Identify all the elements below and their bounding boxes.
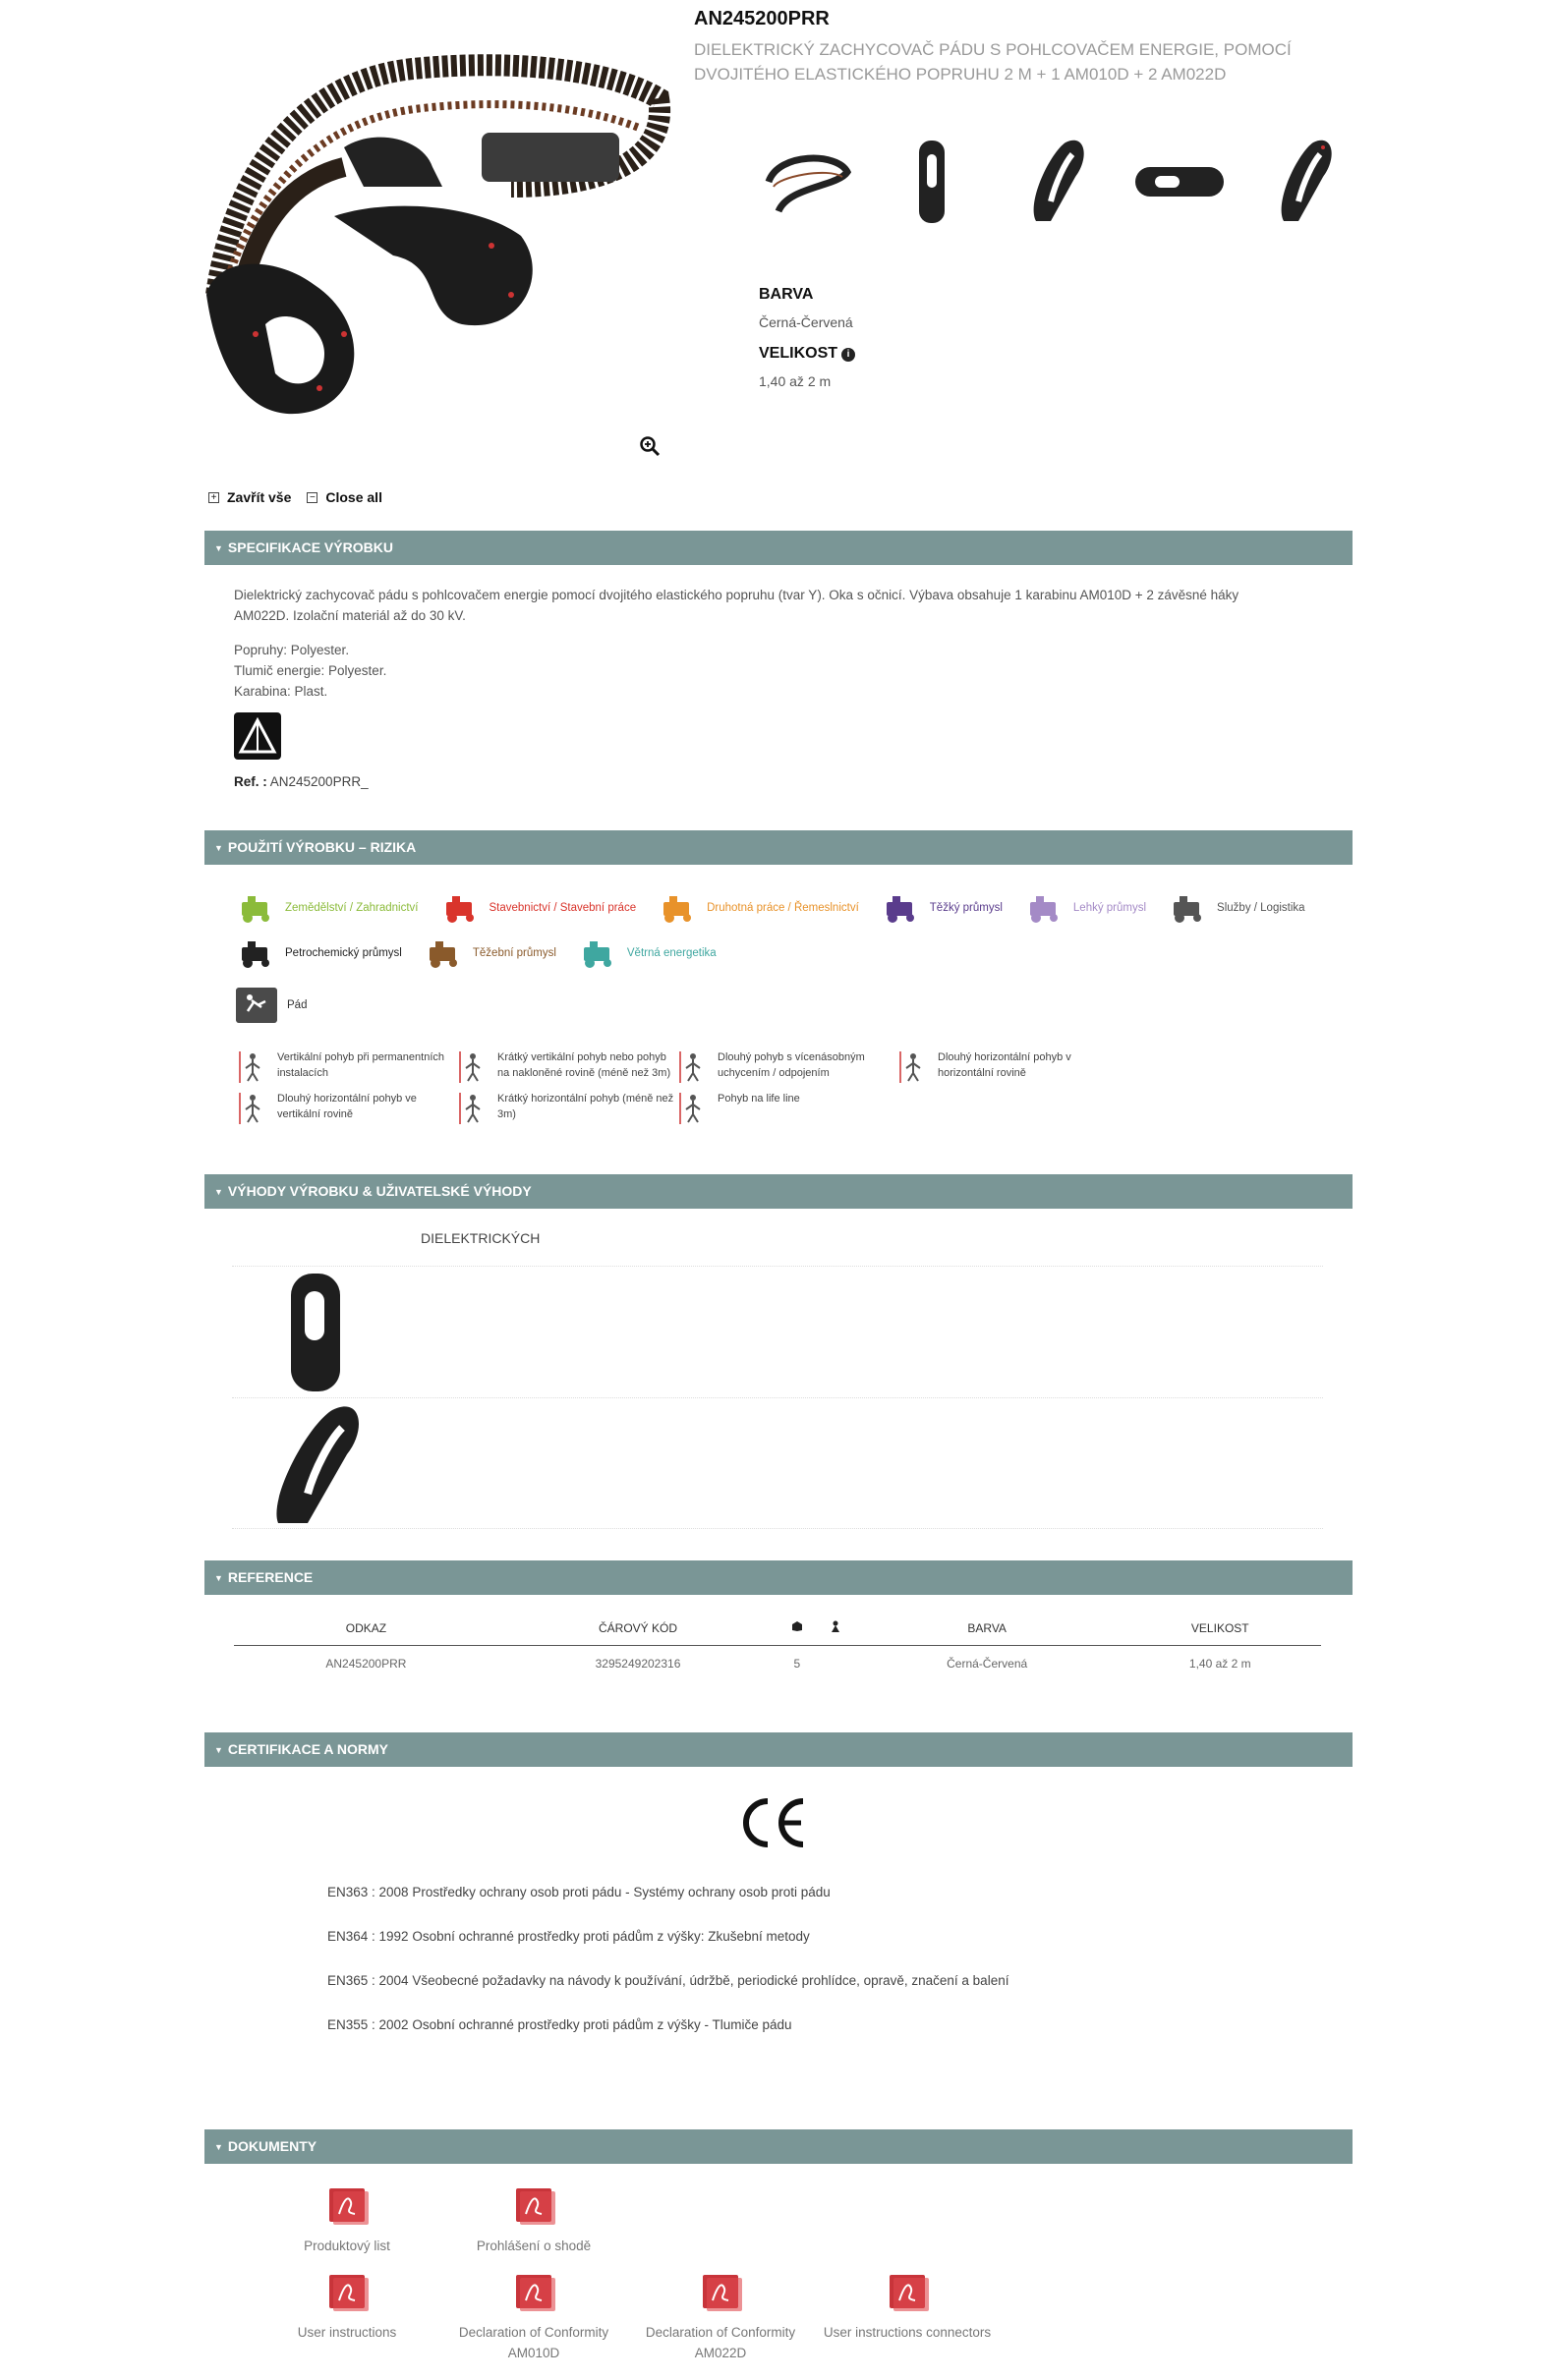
section-advantages-header[interactable]: ▼ VÝHODY VÝROBKU & UŽIVATELSKÉ VÝHODY (204, 1174, 1353, 1209)
movement-item: Dlouhý horizontální pohyb v horizontální rovině (896, 1049, 1117, 1085)
advantage-title: DIELEKTRICKÝCH (421, 1230, 541, 1246)
norm-item: EN364 : 1992 Osobní ochranné prostředky proti pádům z výšky: Zkušební metody (327, 1929, 810, 1944)
cell-barcode: 3295249202316 (595, 1657, 681, 1672)
pdf-icon (512, 2273, 555, 2312)
section-documents-header[interactable]: ▼ DOKUMENTY (204, 2129, 1353, 2164)
fall-risk-icon (236, 988, 277, 1023)
thumbnail-hook-red[interactable] (1252, 128, 1354, 236)
ce-mark-icon (732, 1793, 811, 1852)
size-label: VELIKOST (759, 345, 838, 362)
reference-table (234, 1612, 1321, 1682)
document-link[interactable]: Declaration of Conformity AM010D (440, 2273, 627, 2361)
cell-ref: AN245200PRR (325, 1657, 407, 1672)
section-spec-header[interactable]: ▼ SPECIFIKACE VÝROBKU (204, 531, 1353, 565)
movement-icon (676, 1091, 710, 1126)
column-color: BARVA (855, 1612, 1120, 1645)
thumbnail-snap-hook[interactable] (1128, 128, 1231, 236)
thumbnail-lanyard[interactable] (757, 128, 859, 236)
norm-item: EN365 : 2004 Všeobecné požadavky na návody k používání, údržbě, periodické prohlídce, opravě, značení a balení (327, 1973, 1009, 1988)
column-size: VELIKOST (1120, 1612, 1321, 1645)
caret-down-icon: ▼ (214, 543, 223, 553)
cell-color: Černá-Červená (947, 1657, 1028, 1672)
divider (232, 1266, 1323, 1267)
product-main-image (197, 39, 678, 432)
tractor-icon (236, 890, 277, 926)
thumbnail-hook[interactable] (1005, 128, 1107, 236)
forklift-icon (1168, 890, 1209, 926)
material-line: Tlumič energie: Polyester. (234, 663, 387, 678)
sector-item[interactable]: Těžký průmysl (881, 889, 1003, 927)
spec-description: Dielektrický zachycovač pádu s pohlcovačem energie pomocí dvojitého elastického popruhu (tvar Y). Oka s očnicí. Výbava obsahuje 1 karabinu AM010D + 2 závěsné háky AM022D. Izolační materiál až do 30 kV. (234, 588, 1239, 623)
norms-list (327, 1885, 1008, 2062)
sector-item[interactable]: Druhotná práce / Řemeslnictví (658, 889, 859, 927)
sector-item[interactable]: Petrochemický průmysl (236, 935, 402, 972)
pdf-icon (325, 2186, 369, 2226)
plus-box-icon: + (208, 492, 219, 503)
crane-icon (440, 890, 482, 926)
norm-item: EN355 : 2002 Osobní ochranné prostředky proti pádům z výšky - Tlumiče pádu (327, 2017, 792, 2032)
delta-plus-logo (234, 712, 281, 760)
column-box (778, 1612, 816, 1645)
movement-item: Vertikální pohyb při permanentních instalacích (236, 1049, 456, 1085)
column-person (816, 1612, 854, 1645)
movement-item: Dlouhý horizontální pohyb ve vertikální rovině (236, 1091, 456, 1126)
movement-item: Krátký vertikální pohyb nebo pohyb na nakloněné rovině (méně než 3m) (456, 1049, 676, 1085)
divider (232, 1528, 1323, 1529)
cell-box: 5 (793, 1657, 801, 1672)
sector-item[interactable]: Zemědělství / Zahradnictví (236, 889, 419, 927)
movement-icon (456, 1049, 490, 1085)
document-link[interactable]: Produktový list (254, 2186, 440, 2261)
caret-down-icon: ▼ (214, 2142, 223, 2152)
color-value: Černá-Červená (759, 314, 853, 330)
movement-icon (896, 1049, 930, 1085)
material-line: Karabina: Plast. (234, 684, 328, 699)
size-label-row (759, 345, 855, 363)
caret-down-icon: ▼ (214, 1573, 223, 1583)
pdf-icon (325, 2273, 369, 2312)
sector-list (236, 889, 1327, 972)
caret-down-icon: ▼ (214, 1745, 223, 1755)
movement-icon (236, 1049, 269, 1085)
sector-item[interactable]: Služby / Logistika (1168, 889, 1305, 927)
cell-person (816, 1645, 854, 1682)
movement-icon (456, 1091, 490, 1126)
document-link[interactable]: User instructions (254, 2273, 440, 2361)
section-certification-header[interactable]: ▼ CERTIFIKACE A NORMY (204, 1732, 1353, 1767)
section-usage-header[interactable]: ▼ POUŽITÍ VÝROBKU – RIZIKA (204, 830, 1353, 865)
mine-cart-icon (424, 935, 465, 971)
house-icon (658, 890, 699, 926)
documents-list (254, 2186, 1138, 2361)
oil-pump-icon (236, 935, 277, 971)
sector-item[interactable]: Lehký průmysl (1024, 889, 1146, 927)
close-all-button[interactable]: − Close all (307, 489, 382, 505)
light-factory-icon (1024, 890, 1065, 926)
column-ref: ODKAZ (234, 1612, 498, 1645)
divider (232, 1397, 1323, 1398)
document-link[interactable]: Prohlášení o shodě (440, 2186, 627, 2261)
size-value: 1,40 až 2 m (759, 373, 832, 389)
norm-item: EN363 : 2008 Prostředky ochrany osob proti pádu - Systémy ochrany osob proti pádu (327, 1885, 831, 1899)
spec-materials (234, 640, 386, 702)
column-barcode: ČÁROVÝ KÓD (498, 1612, 778, 1645)
color-label: BARVA (759, 286, 814, 303)
info-icon[interactable]: i (841, 348, 855, 362)
thumbnail-gallery (757, 128, 1354, 236)
risk-fall: Pád (236, 988, 307, 1023)
movement-item: Dlouhý pohyb s vícenásobným uchycením / odpojením (676, 1049, 896, 1085)
product-code: AN245200PRR (694, 8, 830, 29)
caret-down-icon: ▼ (214, 1187, 223, 1197)
document-link[interactable]: User instructions connectors (814, 2273, 1001, 2361)
document-link[interactable]: Declaration of Conformity AM022D (627, 2273, 814, 2361)
pdf-icon (512, 2186, 555, 2226)
hook-image (263, 1400, 372, 1528)
table-header-row (234, 1612, 1321, 1645)
pdf-icon (699, 2273, 742, 2312)
factory-icon (881, 890, 922, 926)
cell-size: 1,40 až 2 m (1188, 1657, 1251, 1672)
section-reference-header[interactable]: ▼ REFERENCE (204, 1560, 1353, 1595)
product-name: DIELEKTRICKÝ ZACHYCOVAČ PÁDU S POHLCOVAČEM ENERGIE, POMOCÍ DVOJITÉHO ELASTICKÉHO POPRUHU 2 M + 1 AM010D + 2 AM022D (694, 40, 1292, 84)
movement-icon (676, 1049, 710, 1085)
pdf-icon (886, 2273, 929, 2312)
table-row[interactable] (234, 1645, 1321, 1682)
person-icon (830, 1620, 841, 1632)
movement-item: Krátký horizontální pohyb (méně než 3m) (456, 1091, 676, 1126)
zoom-icon[interactable] (639, 435, 661, 457)
minus-box-icon: − (307, 492, 317, 503)
movement-item: Pohyb na life line (676, 1091, 896, 1126)
wind-turbine-icon (578, 935, 619, 971)
material-line: Popruhy: Polyester. (234, 643, 350, 657)
movement-icon (236, 1091, 269, 1126)
movement-list (236, 1049, 1219, 1126)
caret-down-icon: ▼ (214, 843, 223, 853)
box-icon (791, 1620, 803, 1632)
expand-all-button[interactable]: + Zavřít vše (208, 489, 291, 505)
sector-item[interactable]: Větrná energetika (578, 935, 717, 972)
carabiner-image (263, 1268, 372, 1395)
thumbnail-carabiner[interactable] (881, 128, 983, 236)
sector-item[interactable]: Těžební průmysl (424, 935, 556, 972)
sector-item[interactable]: Stavebnictví / Stavební práce (440, 889, 637, 927)
spec-ref: Ref. : AN245200PRR_ (234, 774, 369, 789)
toggle-row (208, 489, 382, 505)
